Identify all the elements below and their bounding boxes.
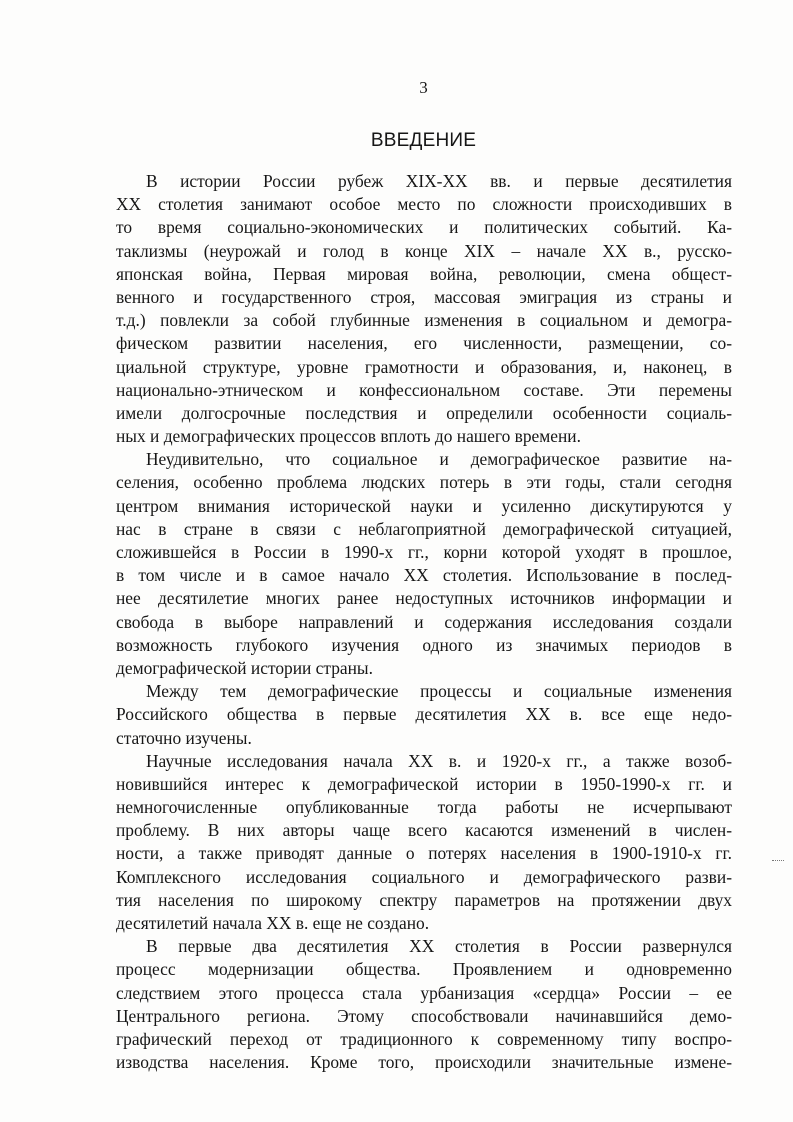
text-line: нее десятилетие многих ранее недоступных источников информации и	[116, 588, 732, 609]
text-line: т.д.) повлекли за собой глубинные изменения в социальном и демогра-	[116, 310, 732, 331]
text-line: таклизмы (неурожай и голод в конце XIX – начале XX в., русско-	[116, 240, 732, 261]
text-line: имели долгосрочные последствия и определили особенности социаль-	[116, 402, 732, 423]
text-line: Центрального региона. Этому способствовали начинавшийся демо-	[116, 1005, 732, 1026]
text-line: десятилетий начала XX в. еще не создано.	[116, 913, 430, 933]
scan-margin-mark	[772, 860, 784, 863]
text-line: немногочисленные опубликованные тогда работы не исчерпывают	[116, 797, 732, 818]
text-line: возможность глубокого изучения одного из значимых периодов в	[116, 634, 732, 655]
text-line: циальной структуре, уровне грамотности и образования, и, наконец, в	[116, 356, 732, 377]
text-line: следствием этого процесса стала урбанизация «сердца» России – ее	[116, 982, 732, 1003]
text-line: национально-этническом и конфессиональном составе. Эти перемены	[116, 379, 732, 400]
paragraph	[116, 170, 732, 448]
text-line: японская война, Первая мировая война, революции, смена общест-	[116, 263, 732, 284]
text-line: XX столетия занимают особое место по сложности происходивших в	[116, 194, 732, 215]
page-number: 3	[419, 78, 428, 97]
text-line: селения, особенно проблема людских потерь в эти годы, стали сегодня	[116, 472, 732, 493]
text-line: венного и государственного строя, массовая эмиграция из страны и	[116, 286, 732, 307]
text-line: новившийся интерес к демографической истории в 1950-1990-х гг. и	[116, 773, 732, 794]
text-line: фическом развитии населения, его численности, размещении, со-	[116, 333, 732, 354]
text-line: В истории России рубеж XIX-XX вв. и первые десятилетия	[146, 171, 732, 191]
text-line: Комплексного исследования социального и демографического разви-	[116, 866, 732, 887]
paragraph	[116, 448, 732, 680]
text-line: В первые два десятилетия XX столетия в России развернулся	[146, 936, 732, 957]
text-line: тия населения по широкому спектру параметров на протяжении двух	[116, 889, 732, 910]
text-line: свобода в выборе направлений и содержания исследования создали	[116, 611, 732, 632]
text-line: ности, а также приводят данные о потерях населения в 1900-1910-х гг.	[116, 843, 732, 864]
text-line: Неудивительно, что социальное и демографическое развитие на-	[146, 449, 732, 470]
text-line: изводства населения. Кроме того, происходили значительные измене-	[116, 1052, 732, 1073]
text-line: центром внимания исторической науки и усиленно дискутируются у	[116, 495, 732, 516]
text-line: ных и демографических процессов вплоть до нашего времени.	[116, 426, 581, 447]
paragraph	[116, 935, 732, 1074]
paragraph	[116, 750, 732, 936]
text-line: Российского общества в первые десятилетия XX в. все еще недо-	[116, 704, 732, 725]
text-line: демографической истории страны.	[116, 657, 373, 678]
text-line: проблему. В них авторы чаще всего касаются изменений в числен-	[116, 820, 732, 841]
text-line: процесс модернизации общества. Проявлением и одновременно	[116, 959, 732, 980]
text-line: в том числе и в самое начало XX столетия. Использование в послед-	[116, 565, 732, 586]
text-line: Между тем демографические процессы и социальные изменения	[146, 681, 732, 702]
chapter-heading: ВВЕДЕНИЕ	[370, 130, 477, 151]
text-line: Научные исследования начала XX в. и 1920-х гг., а также возоб-	[146, 750, 732, 771]
text-line: статочно изучены.	[116, 727, 252, 748]
text-line: графический переход от традиционного к современному типу воспро-	[116, 1028, 732, 1049]
text-line: то время социально-экономических и политических событий. Ка-	[116, 217, 732, 238]
text-line: сложившейся в России в 1990-х гг., корни которой уходят в прошлое,	[116, 542, 732, 562]
text-line: нас в стране в связи с неблагоприятной демографической ситуацией,	[116, 518, 732, 539]
body-text	[116, 170, 732, 1074]
paragraph	[116, 680, 732, 750]
